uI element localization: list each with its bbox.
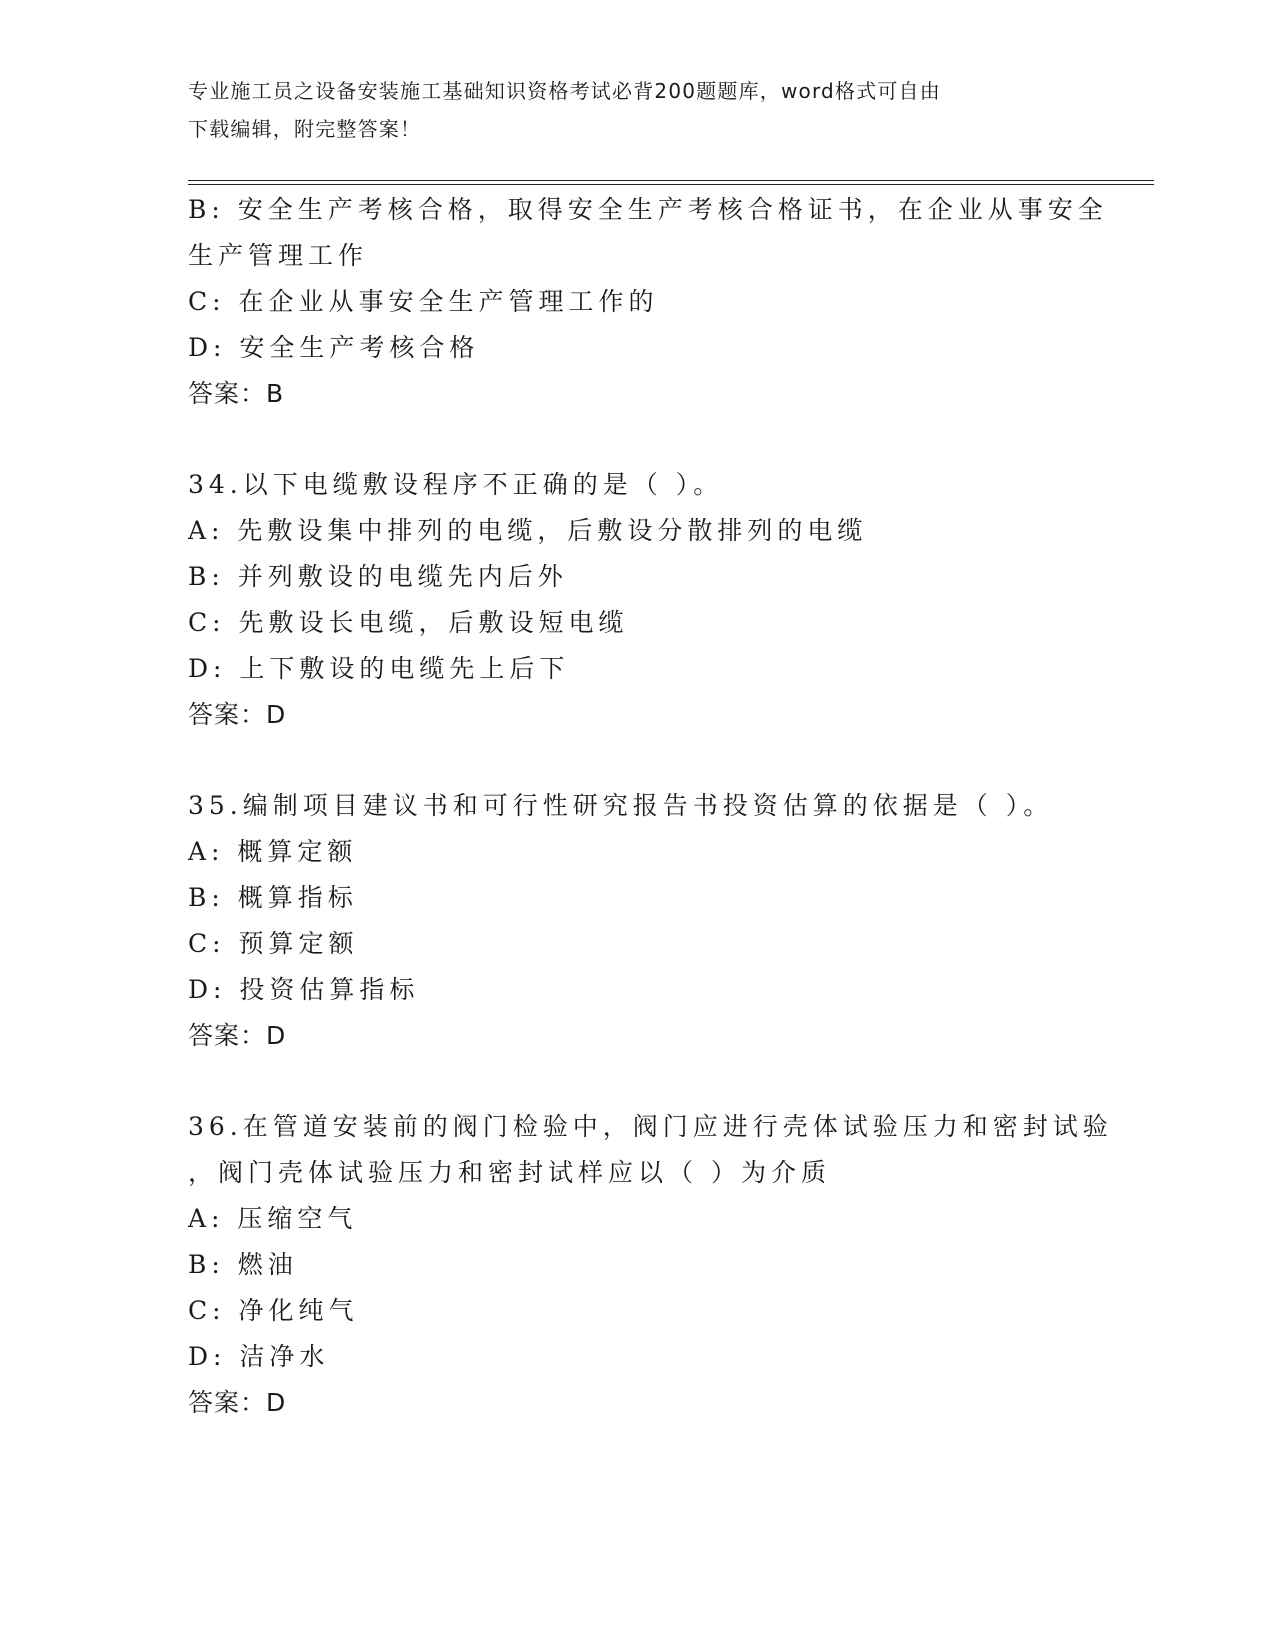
question-content bbox=[188, 187, 1113, 1426]
option-line: D: 洁净水 bbox=[188, 1342, 330, 1371]
option-line: C: 净化纯气 bbox=[188, 1296, 359, 1325]
header-rule-top bbox=[188, 180, 1154, 181]
page-header bbox=[188, 72, 1088, 148]
question-title-continued: ，阀门壳体试验压力和密封试样应以（ ）为介质 bbox=[188, 1158, 831, 1187]
option-line: C: 在企业从事安全生产管理工作的 bbox=[188, 287, 659, 316]
option-line: C: 预算定额 bbox=[188, 929, 359, 958]
answer-line: 答案：B bbox=[188, 379, 285, 408]
header-line-2-text: 下载编辑，附完整答案！ bbox=[188, 117, 422, 141]
option-line: A: 先敷设集中排列的电缆，后敷设分散排列的电缆 bbox=[188, 516, 868, 545]
question-block bbox=[188, 1104, 1113, 1426]
answer-line: 答案：D bbox=[188, 700, 287, 729]
option-line: B: 安全生产考核合格，取得安全生产考核合格证书，在企业从事安全 bbox=[188, 195, 1108, 224]
question-title: 36.在管道安装前的阀门检验中，阀门应进行壳体试验压力和密封试验 bbox=[188, 1112, 1113, 1141]
option-line: A: 概算定额 bbox=[188, 837, 358, 866]
answer-line: 答案：D bbox=[188, 1021, 287, 1050]
option-line: D: 安全生产考核合格 bbox=[188, 333, 480, 362]
option-line: C: 先敷设长电缆，后敷设短电缆 bbox=[188, 608, 629, 637]
option-line: 生产管理工作 bbox=[188, 241, 369, 270]
question-block bbox=[188, 187, 1108, 417]
option-line: B: 燃油 bbox=[188, 1250, 298, 1279]
header-line-1-text: 专业施工员之设备安装施工基础知识资格考试必背200题题库，word格式可自由 bbox=[188, 79, 941, 103]
option-line: A: 压缩空气 bbox=[188, 1204, 358, 1233]
question-title: 35.编制项目建议书和可行性研究报告书投资估算的依据是（ ）。 bbox=[188, 791, 1054, 820]
option-line: D: 投资估算指标 bbox=[188, 975, 420, 1004]
question-block bbox=[188, 462, 1088, 738]
question-title: 34.以下电缆敷设程序不正确的是（ ）。 bbox=[188, 470, 724, 499]
question-block bbox=[188, 783, 1088, 1059]
option-line: D: 上下敷设的电缆先上后下 bbox=[188, 654, 570, 683]
option-line: B: 概算指标 bbox=[188, 883, 358, 912]
option-line: B: 并列敷设的电缆先内后外 bbox=[188, 562, 568, 591]
header-rule-bottom bbox=[188, 184, 1154, 185]
answer-line: 答案：D bbox=[188, 1388, 287, 1417]
